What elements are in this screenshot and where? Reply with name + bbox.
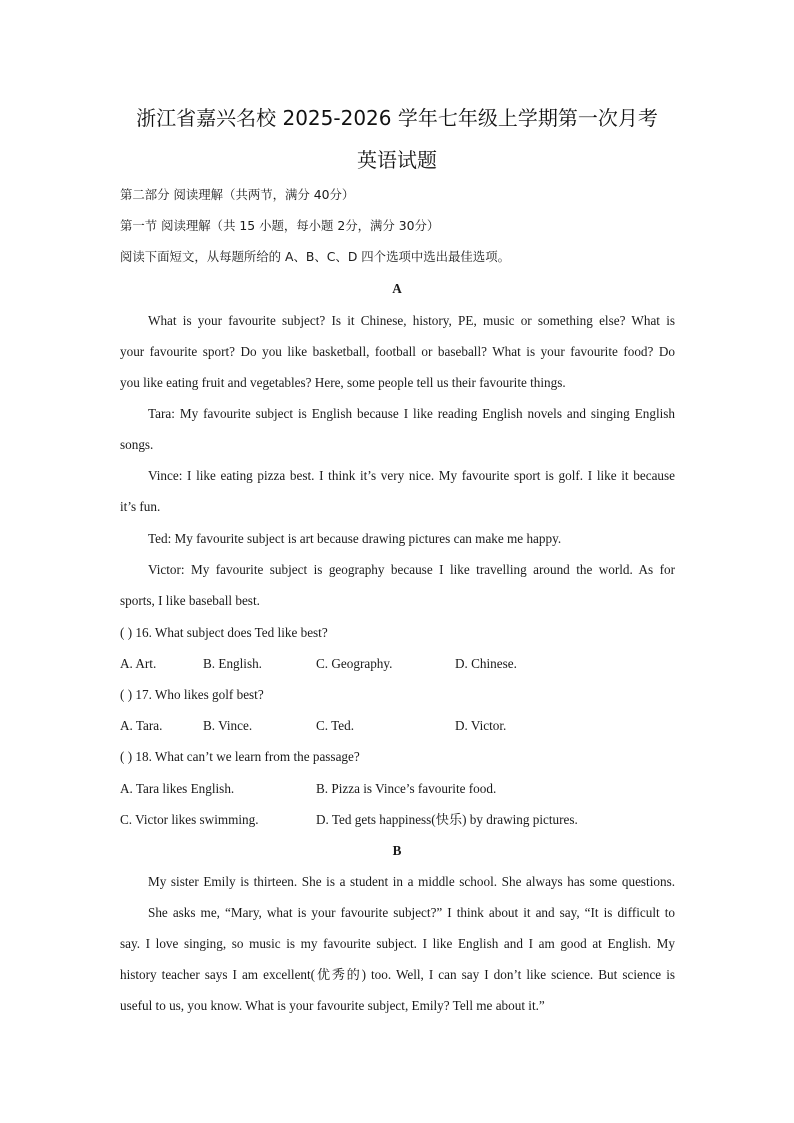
passage-a-line: it’s fun. [120, 499, 161, 514]
exam-subtitle: 英语试题 [357, 148, 437, 172]
exam-title: 浙江省嘉兴名校 2025-2026 学年七年级上学期第一次月考 [136, 106, 658, 130]
passage-a-line: your favourite sport? Do you like basketball, football or baseball? What is your favourite food? Do [120, 344, 675, 359]
passage-b-line: say. I love singing, so music is my favourite subject. I like English and I am good at English. My [120, 936, 675, 951]
option-a: A. Tara likes English. [120, 781, 235, 796]
passage-a-heading: A [392, 281, 402, 296]
question-stem: ( ) 16. What subject does Ted like best? [120, 625, 328, 640]
passage-b-heading: B [392, 843, 402, 858]
option-d: D. Victor. [455, 718, 507, 733]
option-d: D. Chinese. [455, 656, 517, 671]
passage-a-line: sports, I like baseball best. [120, 593, 260, 608]
passage-a-line: Tara: My favourite subject is English because I like reading English novels and singing English [148, 406, 675, 421]
option-c: C. Geography. [316, 656, 393, 671]
passage-a-line: Ted: My favourite subject is art because drawing pictures can make me happy. [148, 531, 562, 546]
instruction-text: 阅读下面短文，从每题所给的 A、B、C、D 四个选项中选出最佳选项。 [120, 249, 510, 264]
passage-b-line: She asks me, “Mary, what is your favourite subject?” I think about it and say, “It is difficult to [148, 905, 675, 920]
passage-b-line: My sister Emily is thirteen. She is a student in a middle school. She always has some questions. [148, 874, 675, 889]
option-c: C. Victor likes swimming. [120, 812, 259, 827]
passage-a-line: Vince: I like eating pizza best. I think it’s very nice. My favourite sport is golf. I like it because [148, 468, 675, 483]
part-heading: 第二部分 阅读理解（共两节，满分 40分） [120, 187, 355, 202]
option-a: A. Art. [120, 656, 157, 671]
passage-a-line: you like eating fruit and vegetables? Here, some people tell us their favourite things. [120, 375, 566, 390]
option-c: C. Ted. [316, 718, 355, 733]
option-a: A. Tara. [120, 718, 163, 733]
option-b: B. Pizza is Vince’s favourite food. [316, 781, 497, 796]
section-heading: 第一节 阅读理解（共 15 小题，每小题 2分，满分 30分） [120, 218, 440, 233]
option-b: B. English. [203, 656, 262, 671]
passage-b-line: useful to us, you know. What is your favourite subject, Emily? Tell me about it.” [120, 998, 545, 1013]
option-d: D. Ted gets happiness(快乐) by drawing pictures. [316, 812, 578, 827]
passage-a-line: Victor: My favourite subject is geography because I like travelling around the world. As for [148, 562, 675, 577]
passage-b-line: history teacher says I am excellent(优秀的) too. Well, I can say I don’t like science. But science is [120, 967, 675, 982]
option-b: B. Vince. [203, 718, 253, 733]
passage-a-line: songs. [120, 437, 154, 452]
passage-a-line: What is your favourite subject? Is it Chinese, history, PE, music or something else? What is [148, 313, 675, 328]
question-stem: ( ) 18. What can’t we learn from the passage? [120, 749, 360, 764]
question-stem: ( ) 17. Who likes golf best? [120, 687, 264, 702]
